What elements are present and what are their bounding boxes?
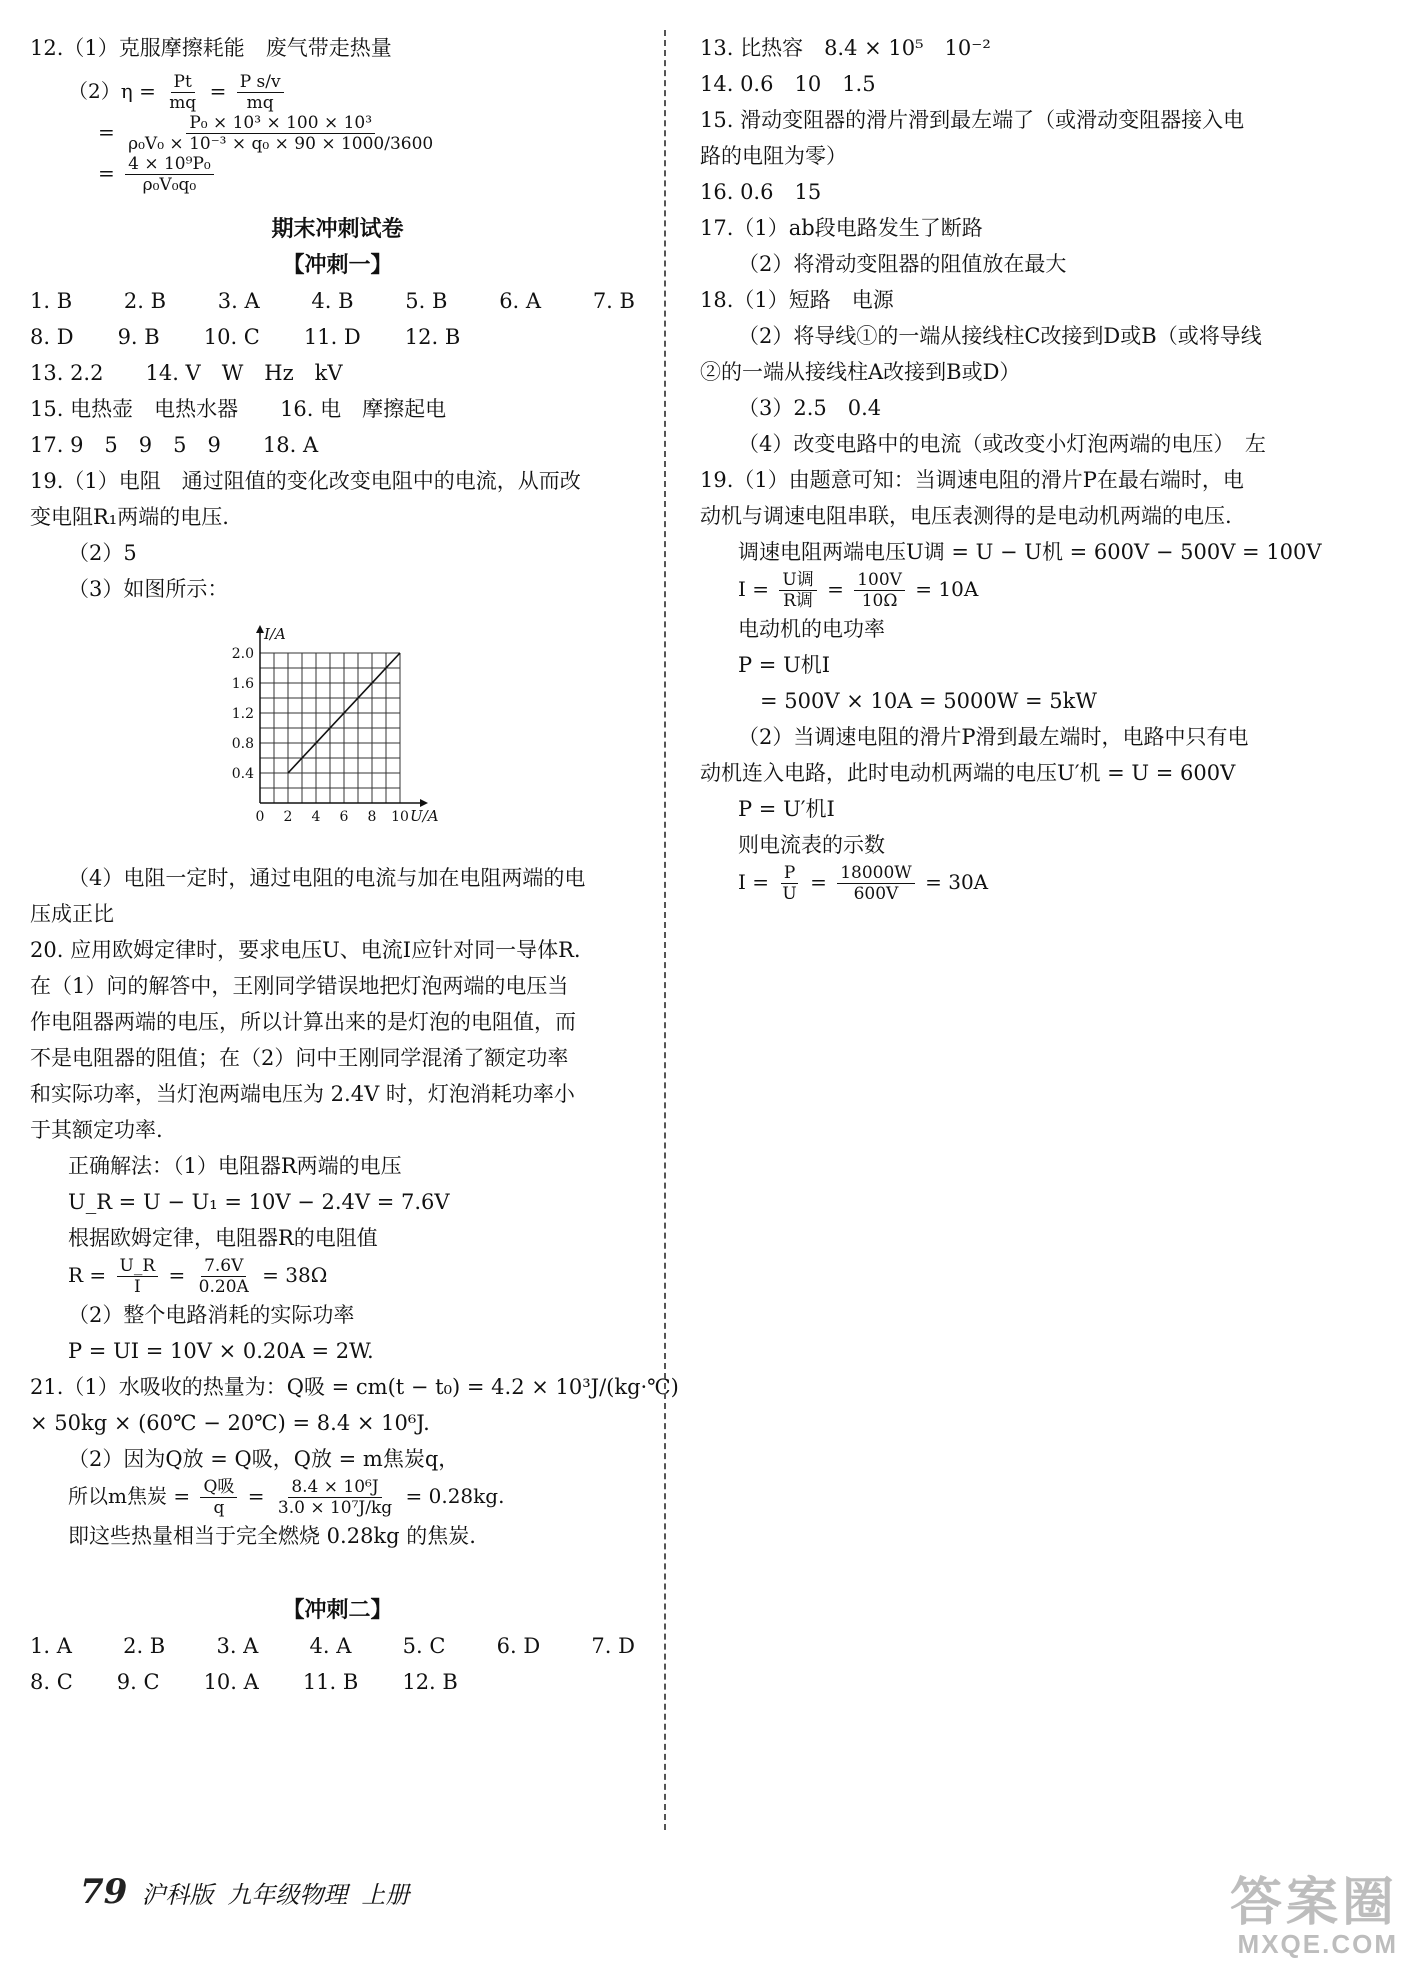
r-q17-part1: 17.（1）ab段电路发生了断路	[700, 216, 983, 240]
answer-item: 1. A	[30, 1634, 72, 1658]
numerator: 8.4 × 10⁶J	[288, 1477, 381, 1498]
y-tick-label: 0.8	[231, 736, 254, 752]
fraction	[275, 1477, 395, 1518]
answer-item: 4. A	[309, 1634, 352, 1658]
answer-item: 6. D	[496, 1634, 541, 1658]
mc1-row2	[30, 319, 645, 355]
numerator: P	[781, 863, 798, 884]
formula-text: = 38Ω	[262, 1263, 328, 1287]
volume-label: 上册	[361, 1881, 410, 1909]
numerator: Q吸	[200, 1477, 237, 1498]
fraction	[200, 1477, 237, 1518]
fraction	[125, 154, 214, 195]
numerator: U调	[779, 570, 816, 591]
denominator: 0.20A	[198, 1277, 249, 1297]
page-footer	[80, 1872, 409, 1912]
q20-line4: 不是电阻器的阻值；在（2）问中王刚同学混淆了额定功率	[30, 1046, 569, 1070]
q19-part4-line2: 压成正比	[30, 902, 114, 926]
y-tick-label: 2.0	[231, 646, 254, 662]
watermark-text: 答案圈	[1229, 1874, 1398, 1932]
fraction	[854, 570, 905, 611]
denominator: 600V	[853, 884, 899, 904]
fraction	[837, 863, 915, 904]
q12-formula-step3: = $\frac{\text{4 × 10⁹P₀}}{\text{ρ₀V₀q₀}}$	[30, 154, 645, 195]
x-tick-label: 0	[255, 809, 265, 825]
mc1-row1	[30, 283, 645, 319]
denominator: 3.0 × 10⁷J/kg	[277, 1498, 393, 1518]
fraction	[779, 863, 799, 904]
q20-solution-3: 根据欧姆定律，电阻器R的电阻值	[68, 1226, 378, 1250]
r-q19-part1-line7: = 500V × 10A = 5000W = 5kW	[760, 689, 1097, 713]
denominator: 10Ω	[861, 591, 898, 611]
answer-item: 12. B	[404, 325, 461, 349]
denominator: I	[134, 1277, 141, 1297]
answer-item: 8. C	[30, 1670, 73, 1694]
q20-line2: 在（1）问的解答中，王刚同学错误地把灯泡两端的电压当	[30, 974, 569, 998]
q12-part1: 12.（1）克服摩擦耗能 废气带走热量	[30, 36, 392, 60]
r-q15-line1: 15. 滑动变阻器的滑片滑到最左端了（或滑动变阻器接入电	[700, 108, 1245, 132]
watermark	[1230, 1860, 1398, 1960]
r-q19-part1-line6: P = U机I	[738, 653, 831, 677]
y-tick-label: 1.6	[231, 676, 254, 692]
answer-item: 12. B	[402, 1670, 458, 1694]
numerator: Pt	[171, 72, 195, 93]
denominator: ρ₀V₀q₀	[142, 175, 197, 195]
q21-line2: × 50kg × (60℃ − 20℃) = 8.4 × 10⁶J.	[30, 1411, 430, 1435]
iu-graph-svg	[220, 613, 490, 843]
r-q15-line2: 路的电阻为零）	[700, 144, 847, 168]
r-q18-part4: （4）改变电路中的电流（或改变小灯泡两端的电压） 左	[738, 432, 1266, 456]
answer-item: 8. D	[30, 325, 74, 349]
q19-part1-line2: 变电阻R₁两端的电压.	[30, 505, 229, 529]
y-tick-label: 0.4	[231, 766, 254, 782]
q19-part2: （2）5	[68, 541, 137, 565]
q21-line5: 即这些热量相当于完全燃烧 0.28kg 的焦炭.	[68, 1524, 476, 1548]
r-q13: 13. 比热容 8.4 × 10⁵ 10⁻²	[700, 36, 991, 60]
q19-part3: （3）如图所示：	[68, 577, 229, 601]
sprint2-title: 【冲刺二】	[282, 1597, 393, 1623]
watermark-url: MXQE.COM	[1237, 1929, 1398, 1959]
answer-item: 7. D	[591, 1634, 635, 1658]
q20-line1: 20. 应用欧姆定律时，要求电压U、电流I应针对同一导体R.	[30, 938, 581, 962]
y-tick-label: 1.2	[231, 706, 254, 722]
q20-line3: 作电阻器两端的电压，所以计算出来的是灯泡的电阻值，而	[30, 1010, 576, 1034]
denominator: q	[213, 1498, 225, 1518]
r-q19-part2-formula: I = $\frac{P}{U}$ = $\frac{18000W}{600V}$ = 30A	[738, 863, 989, 904]
x-axis-label: U/A	[410, 807, 439, 825]
formula-text: 所以m焦炭 =	[68, 1484, 191, 1508]
answer-item: 10. A	[203, 1670, 259, 1694]
answer-item: 2. B	[123, 1634, 166, 1658]
q21-line1: 21.（1）水吸收的热量为：Q吸 = cm(t − t₀) = 4.2 × 10³J/(kg·℃)	[30, 1375, 679, 1399]
formula-text: = 0.28kg.	[405, 1484, 505, 1508]
fraction	[117, 1256, 159, 1297]
y-axis-arrow-icon	[256, 625, 264, 633]
q19-part4-line1: （4）电阻一定时，通过电阻的电流与加在电阻两端的电	[68, 866, 586, 890]
answer-item: 9. C	[116, 1670, 160, 1694]
r-q19-part2-line2: 动机连入电路，此时电动机两端的电压U′机 = U = 600V	[700, 761, 1236, 785]
q20-line5: 和实际功率，当灯泡两端电压为 2.4V 时，灯泡消耗功率小	[30, 1082, 575, 1106]
denominator: R调	[783, 591, 813, 611]
r-q19-part1-line2: 动机与调速电阻串联，电压表测得的是电动机两端的电压.	[700, 504, 1232, 528]
numerator: U_R	[117, 1256, 159, 1277]
page-number: 79	[80, 1872, 128, 1912]
numerator: P₀ × 10³ × 100 × 10³	[186, 113, 375, 134]
formula-text: = 30A	[925, 870, 989, 894]
x-tick-label: 2	[283, 809, 293, 825]
q19-part1-line1: 19.（1）电阻 通过阻值的变化改变电阻中的电流，从而改	[30, 469, 581, 493]
r-q19-part1-line5: 电动机的电功率	[738, 617, 885, 641]
q17-18: 17. 9 5 9 5 9 18. A	[30, 433, 319, 457]
answer-item: 1. B	[30, 289, 73, 313]
numerator: 7.6V	[201, 1256, 246, 1277]
fraction	[166, 72, 199, 113]
answer-item: 2. B	[123, 289, 167, 313]
r-q17-part2: （2）将滑动变阻器的阻值放在最大	[738, 252, 1067, 276]
iu-graph	[220, 613, 645, 854]
q20-solution-2: U_R = U − U₁ = 10V − 2.4V = 7.6V	[68, 1190, 450, 1214]
right-column	[700, 30, 1340, 904]
fraction	[125, 113, 436, 154]
formula-text: I =	[738, 577, 770, 601]
r-q18-part3: （3）2.5 0.4	[738, 396, 882, 420]
x-tick-label: 6	[339, 809, 349, 825]
exam-title: 期末冲刺试卷	[271, 216, 404, 242]
r-q18-part2-line2: ②的一端从接线柱A改接到B或D）	[700, 360, 1021, 384]
r-q19-part1-line3: 调速电阻两端电压U调 = U − U机 = 600V − 500V = 100V	[738, 540, 1322, 564]
answer-item: 11. B	[302, 1670, 359, 1694]
book-label: 九年级物理	[227, 1881, 348, 1909]
numerator: P s/v	[237, 72, 284, 93]
r-q14: 14. 0.6 10 1.5	[700, 72, 876, 96]
q20-solution-6: P = UI = 10V × 0.20A = 2W.	[68, 1339, 374, 1363]
sprint1-title: 【冲刺一】	[282, 252, 393, 278]
answer-item: 9. B	[117, 325, 160, 349]
r-q19-part2-line1: （2）当调速电阻的滑片P滑到最左端时，电路中只有电	[738, 725, 1249, 749]
denominator: ρ₀V₀ × 10⁻³ × q₀ × 90 × 1000/3600	[128, 134, 434, 154]
answer-item: 3. A	[217, 289, 260, 313]
answer-item: 7. B	[592, 289, 635, 313]
fraction	[779, 570, 816, 611]
mc2-row1	[30, 1628, 645, 1664]
formula-text: I =	[738, 870, 770, 894]
answer-item: 6. A	[499, 289, 542, 313]
q12-formula-step2: = $\frac{\text{P₀ × 10³ × 100 × 10³}}{\text{ρ₀V₀ × 10⁻³ × q₀ × 90 × 1000/3600}}$	[30, 113, 645, 154]
answer-item: 5. C	[402, 1634, 446, 1658]
q12-part2-formula: （2）η = $\frac{Pt}{mq}$ = $\frac{\text{P s/v}}{mq}$	[30, 72, 645, 113]
x-tick-label: 8	[367, 809, 377, 825]
q20-solution-1: 正确解法：（1）电阻器R两端的电压	[68, 1154, 402, 1178]
q15-16: 15. 电热壶 电热水器 16. 电 摩擦起电	[30, 397, 447, 421]
denominator: mq	[169, 93, 197, 113]
r-q18-part2-line1: （2）将导线①的一端从接线柱C改接到D或B（或将导线	[738, 324, 1262, 348]
numerator: 4 × 10⁹P₀	[125, 154, 214, 175]
x-tick-label: 4	[311, 809, 321, 825]
fraction	[196, 1256, 252, 1297]
x-tick-label: 10	[391, 809, 409, 825]
r-q19-part2-line3: P = U′机I	[738, 797, 835, 821]
r-q19-part1-line1: 19.（1）由题意可知：当调速电阻的滑片P在最右端时，电	[700, 468, 1244, 492]
q20-line6: 于其额定功率.	[30, 1118, 163, 1142]
y-axis-label: I/A	[264, 625, 286, 643]
column-divider	[664, 30, 666, 1830]
mc2-row2	[30, 1664, 645, 1700]
answer-item: 5. B	[405, 289, 448, 313]
numerator: 100V	[854, 570, 905, 591]
q13-14: 13. 2.2 14. V W Hz kV	[30, 361, 343, 385]
fraction	[237, 72, 284, 113]
q20-solution-4: R = $\frac{U\_R}{I}$ = $\frac{7.6V}{0.20A}$ = 38Ω	[68, 1256, 328, 1297]
denominator: U	[782, 884, 797, 904]
answer-item: 10. C	[203, 325, 260, 349]
r-q19-part1-formula: I = $\frac{\text{U调}}{\text{R调}}$ = $\frac{100V}{10\Omega}$ = 10A	[738, 570, 979, 611]
r-q16: 16. 0.6 15	[700, 180, 822, 204]
answer-item: 4. B	[311, 289, 354, 313]
q21-line4: 所以m焦炭 = $\frac{\text{Q吸}}{q}$ = $\frac{\text{8.4 × 10⁶J}}{\text{3.0 × 10⁷J/kg}}$ = 0.28kg.	[68, 1477, 505, 1518]
x-axis-arrow-icon	[420, 799, 428, 807]
formula-text: = 10A	[915, 577, 979, 601]
edition-label: 沪科版	[141, 1881, 214, 1909]
q21-line3: （2）因为Q放 = Q吸，Q放 = m焦炭q，	[68, 1447, 460, 1471]
answer-item: 11. D	[303, 325, 361, 349]
r-q19-part2-line4: 则电流表的示数	[738, 833, 885, 857]
formula-text: R =	[68, 1263, 107, 1287]
numerator: 18000W	[837, 863, 915, 884]
q20-solution-5: （2）整个电路消耗的实际功率	[68, 1303, 355, 1327]
denominator: mq	[246, 93, 274, 113]
left-column	[30, 30, 679, 1700]
answer-item: 3. A	[216, 1634, 259, 1658]
r-q18-part1: 18.（1）短路 电源	[700, 288, 894, 312]
q12-eta-label: （2）η =	[68, 79, 156, 103]
